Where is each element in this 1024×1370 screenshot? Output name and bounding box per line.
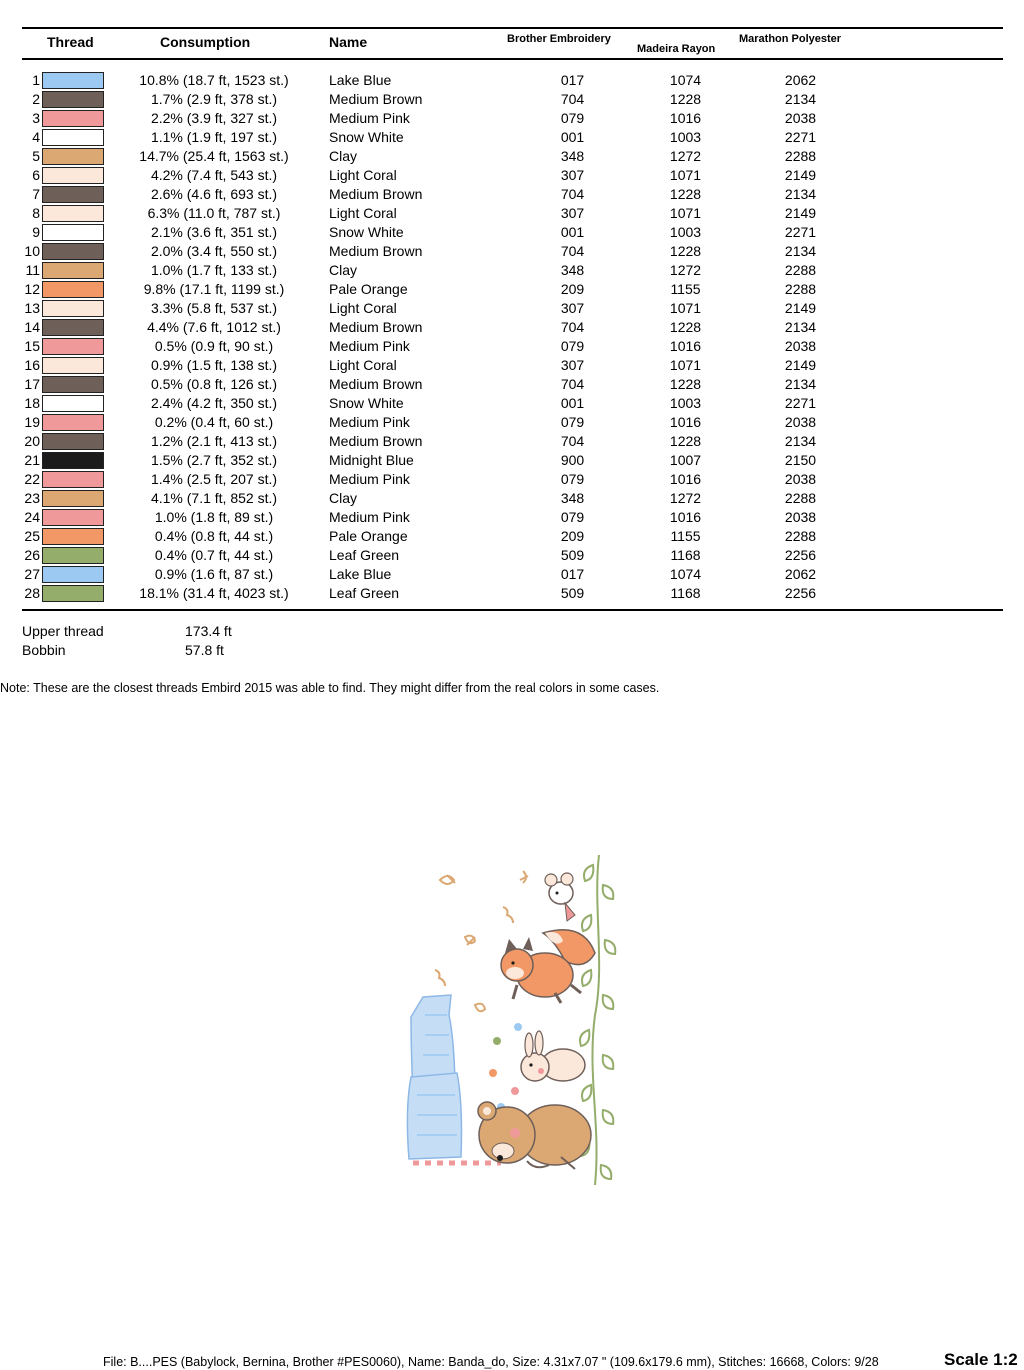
marathon-code: 2134 <box>784 433 817 449</box>
thread-note: Note: These are the closest threads Embird 2015 was able to find. They might differ from the real colors in some cases. <box>0 681 660 695</box>
thread-name: Medium Pink <box>329 338 410 354</box>
brother-code: 704 <box>560 91 585 107</box>
thread-index: 24 <box>24 509 40 525</box>
thread-row <box>0 318 1024 337</box>
thread-consumption: 1.7% (2.9 ft, 378 st.) <box>150 91 278 107</box>
color-swatch <box>42 91 104 108</box>
thread-consumption: 1.5% (2.7 ft, 352 st.) <box>150 452 278 468</box>
thread-consumption: 2.1% (3.6 ft, 351 st.) <box>150 224 278 240</box>
brother-code: 704 <box>560 433 585 449</box>
marathon-code: 2038 <box>784 471 817 487</box>
color-swatch <box>42 357 104 374</box>
thread-row <box>0 565 1024 584</box>
color-swatch <box>42 528 104 545</box>
brother-code: 704 <box>560 319 585 335</box>
upper-thread-value: 173.4 ft <box>185 623 232 639</box>
bobbin-label: Bobbin <box>22 642 66 658</box>
marathon-code: 2271 <box>784 224 817 240</box>
color-swatch <box>42 395 104 412</box>
marathon-code: 2288 <box>784 490 817 506</box>
header-marathon: Marathon Polyester <box>739 33 842 45</box>
thread-row <box>0 71 1024 90</box>
thread-row <box>0 166 1024 185</box>
brother-code: 704 <box>560 186 585 202</box>
thread-index: 4 <box>32 129 40 145</box>
thread-name: Clay <box>329 262 358 278</box>
madeira-code: 1228 <box>669 433 702 449</box>
thread-name: Medium Pink <box>329 414 410 430</box>
thread-row <box>0 394 1024 413</box>
thread-row <box>0 223 1024 242</box>
color-swatch <box>42 433 104 450</box>
thread-name: Light Coral <box>329 357 397 373</box>
thread-consumption: 1.4% (2.5 ft, 207 st.) <box>150 471 278 487</box>
thread-row <box>0 584 1024 603</box>
thread-name: Pale Orange <box>329 281 408 297</box>
thread-index: 11 <box>25 262 40 278</box>
madeira-code: 1071 <box>669 357 702 373</box>
color-swatch <box>42 338 104 355</box>
file-info-footer: File: B....PES (Babylock, Bernina, Brother #PES0060), Name: Banda_do, Size: 4.31x7.07 " (109.6x179.6 mm), Stitches: 16668, Colors: 9/28 <box>103 1355 879 1369</box>
marathon-code: 2134 <box>784 186 817 202</box>
thread-row <box>0 508 1024 527</box>
table-top-rule <box>22 27 1003 29</box>
thread-index: 14 <box>24 319 40 335</box>
madeira-code: 1228 <box>669 91 702 107</box>
brother-code: 079 <box>560 110 585 126</box>
brother-code: 307 <box>560 167 585 183</box>
madeira-code: 1074 <box>669 566 702 582</box>
madeira-code: 1016 <box>669 110 702 126</box>
thread-index: 1 <box>32 72 40 88</box>
thread-name: Pale Orange <box>329 528 408 544</box>
brother-code: 017 <box>560 72 585 88</box>
thread-row <box>0 527 1024 546</box>
header-consumption: Consumption <box>160 34 251 50</box>
brother-code: 704 <box>560 376 585 392</box>
brother-code: 307 <box>560 357 585 373</box>
color-swatch <box>42 110 104 127</box>
brother-code: 209 <box>560 281 585 297</box>
marathon-code: 2134 <box>784 376 817 392</box>
thread-name: Clay <box>329 148 358 164</box>
thread-name: Lake Blue <box>329 566 392 582</box>
thread-index: 21 <box>24 452 40 468</box>
marathon-code: 2150 <box>784 452 817 468</box>
thread-name: Leaf Green <box>329 547 400 563</box>
brother-code: 001 <box>560 395 585 411</box>
thread-index: 6 <box>32 167 40 183</box>
color-swatch <box>42 547 104 564</box>
thread-consumption: 0.4% (0.8 ft, 44 st.) <box>154 528 274 544</box>
thread-consumption: 2.4% (4.2 ft, 350 st.) <box>150 395 278 411</box>
thread-name: Snow White <box>329 129 404 145</box>
thread-consumption: 3.3% (5.8 ft, 537 st.) <box>150 300 278 316</box>
brother-code: 079 <box>560 471 585 487</box>
madeira-code: 1155 <box>670 281 701 297</box>
thread-row <box>0 546 1024 565</box>
thread-consumption: 2.6% (4.6 ft, 693 st.) <box>150 186 278 202</box>
thread-index: 18 <box>24 395 40 411</box>
marathon-code: 2288 <box>784 148 817 164</box>
marathon-code: 2256 <box>784 585 817 601</box>
color-swatch <box>42 566 104 583</box>
thread-name: Medium Brown <box>329 243 423 259</box>
madeira-code: 1272 <box>669 262 702 278</box>
thread-index: 12 <box>24 281 40 297</box>
fox <box>501 930 595 1003</box>
madeira-code: 1071 <box>669 205 702 221</box>
thread-index: 8 <box>32 205 40 221</box>
thread-consumption: 18.1% (31.4 ft, 4023 st.) <box>139 585 289 601</box>
color-swatch <box>42 186 104 203</box>
brother-code: 509 <box>560 547 585 563</box>
thread-row <box>0 413 1024 432</box>
thread-name: Light Coral <box>329 300 397 316</box>
thread-consumption: 0.2% (0.4 ft, 60 st.) <box>154 414 274 430</box>
thread-index: 22 <box>24 471 40 487</box>
color-swatch <box>42 167 104 184</box>
thread-row <box>0 147 1024 166</box>
color-swatch <box>42 452 104 469</box>
color-swatch <box>42 224 104 241</box>
marathon-code: 2149 <box>784 167 817 183</box>
marathon-code: 2062 <box>784 72 817 88</box>
thread-name: Light Coral <box>329 205 397 221</box>
color-swatch <box>42 72 104 89</box>
thread-index: 3 <box>32 110 40 126</box>
marathon-code: 2134 <box>784 243 817 259</box>
madeira-code: 1272 <box>669 148 702 164</box>
color-swatch <box>42 300 104 317</box>
color-swatch <box>42 414 104 431</box>
thread-consumption: 2.2% (3.9 ft, 327 st.) <box>150 110 278 126</box>
brother-code: 079 <box>560 338 585 354</box>
thread-name: Midnight Blue <box>329 452 414 468</box>
madeira-code: 1228 <box>669 243 702 259</box>
thread-index: 25 <box>24 528 40 544</box>
thread-consumption: 14.7% (25.4 ft, 1563 st.) <box>139 148 289 164</box>
marathon-code: 2149 <box>784 357 817 373</box>
thread-consumption: 1.0% (1.8 ft, 89 st.) <box>154 509 274 525</box>
thread-index: 9 <box>32 224 40 240</box>
thread-row <box>0 470 1024 489</box>
thread-consumption: 4.4% (7.6 ft, 1012 st.) <box>147 319 281 335</box>
marathon-code: 2038 <box>784 509 817 525</box>
thread-index: 13 <box>24 300 40 316</box>
brother-code: 348 <box>560 148 585 164</box>
brother-code: 209 <box>560 528 585 544</box>
thread-name: Medium Pink <box>329 509 410 525</box>
thread-row <box>0 356 1024 375</box>
thread-name: Lake Blue <box>329 72 392 88</box>
thread-consumption: 10.8% (18.7 ft, 1523 st.) <box>139 72 289 88</box>
madeira-code: 1074 <box>669 72 702 88</box>
thread-name: Light Coral <box>329 167 397 183</box>
madeira-code: 1016 <box>669 338 702 354</box>
thread-row <box>0 242 1024 261</box>
thread-index: 26 <box>24 547 40 563</box>
thread-row <box>0 451 1024 470</box>
mouse <box>545 873 575 921</box>
thread-consumption: 0.4% (0.7 ft, 44 st.) <box>154 547 274 563</box>
thread-row <box>0 489 1024 508</box>
brother-code: 307 <box>560 300 585 316</box>
color-swatch <box>42 490 104 507</box>
madeira-code: 1228 <box>669 376 702 392</box>
bobbin-value: 57.8 ft <box>185 642 224 658</box>
color-swatch <box>42 129 104 146</box>
color-swatch <box>42 585 104 602</box>
madeira-code: 1168 <box>670 585 701 601</box>
brother-code: 001 <box>560 129 585 145</box>
thread-name: Medium Brown <box>329 186 423 202</box>
thread-index: 16 <box>24 357 40 373</box>
thread-row <box>0 109 1024 128</box>
madeira-code: 1003 <box>669 224 702 240</box>
brother-code: 079 <box>560 509 585 525</box>
thread-name: Medium Pink <box>329 110 410 126</box>
marathon-code: 2288 <box>784 281 817 297</box>
color-swatch <box>42 243 104 260</box>
madeira-code: 1003 <box>669 129 702 145</box>
brother-code: 307 <box>560 205 585 221</box>
marathon-code: 2134 <box>784 91 817 107</box>
madeira-code: 1016 <box>669 509 702 525</box>
thread-name: Leaf Green <box>329 585 400 601</box>
thread-row <box>0 280 1024 299</box>
header-name: Name <box>329 34 368 50</box>
marathon-code: 2062 <box>784 566 817 582</box>
brother-code: 017 <box>560 566 585 582</box>
marathon-code: 2038 <box>784 338 817 354</box>
bear <box>478 1102 591 1169</box>
marathon-code: 2271 <box>784 395 817 411</box>
madeira-code: 1168 <box>670 547 701 563</box>
thread-consumption: 1.0% (1.7 ft, 133 st.) <box>150 262 278 278</box>
color-swatch <box>42 281 104 298</box>
color-swatch <box>42 376 104 393</box>
madeira-code: 1228 <box>669 319 702 335</box>
thread-consumption: 9.8% (17.1 ft, 1199 st.) <box>143 281 285 297</box>
madeira-code: 1071 <box>669 300 702 316</box>
embroidery-design-preview <box>395 845 625 1195</box>
thread-index: 7 <box>32 186 40 202</box>
thread-consumption: 2.0% (3.4 ft, 550 st.) <box>150 243 278 259</box>
thread-consumption: 0.5% (0.9 ft, 90 st.) <box>154 338 274 354</box>
brother-code: 900 <box>560 452 585 468</box>
thread-name: Medium Brown <box>329 91 423 107</box>
thread-consumption: 0.9% (1.5 ft, 138 st.) <box>150 357 278 373</box>
thread-consumption: 4.1% (7.1 ft, 852 st.) <box>150 490 278 506</box>
thread-consumption: 6.3% (11.0 ft, 787 st.) <box>147 205 281 221</box>
marathon-code: 2134 <box>784 319 817 335</box>
thread-index: 2 <box>32 91 40 107</box>
thread-row <box>0 432 1024 451</box>
thread-consumption: 1.2% (2.1 ft, 413 st.) <box>150 433 278 449</box>
madeira-code: 1155 <box>670 528 701 544</box>
header-madeira: Madeira Rayon <box>637 43 716 55</box>
thread-consumption: 1.1% (1.9 ft, 197 st.) <box>150 129 278 145</box>
scale-label: Scale 1:2 <box>944 1350 1018 1369</box>
marathon-code: 2038 <box>784 414 817 430</box>
thread-index: 17 <box>24 376 40 392</box>
madeira-code: 1071 <box>669 167 702 183</box>
thread-index: 5 <box>32 148 40 164</box>
table-bottom-rule <box>22 609 1003 611</box>
thread-consumption: 0.9% (1.6 ft, 87 st.) <box>154 566 274 582</box>
marathon-code: 2288 <box>784 528 817 544</box>
madeira-code: 1007 <box>669 452 702 468</box>
marathon-code: 2256 <box>784 547 817 563</box>
color-swatch <box>42 262 104 279</box>
marathon-code: 2149 <box>784 205 817 221</box>
thread-index: 23 <box>24 490 40 506</box>
madeira-code: 1016 <box>669 471 702 487</box>
thread-index: 15 <box>24 338 40 354</box>
thread-row <box>0 261 1024 280</box>
brother-code: 079 <box>560 414 585 430</box>
upper-thread-label: Upper thread <box>22 623 104 639</box>
thread-index: 19 <box>24 414 40 430</box>
thread-name: Clay <box>329 490 358 506</box>
thread-consumption: 4.2% (7.4 ft, 543 st.) <box>150 167 278 183</box>
thread-row <box>0 90 1024 109</box>
marathon-code: 2149 <box>784 300 817 316</box>
header-brother: Brother Embroidery <box>507 33 611 45</box>
thread-index: 10 <box>24 243 40 259</box>
bunny <box>521 1031 585 1081</box>
madeira-code: 1272 <box>669 490 702 506</box>
marathon-code: 2288 <box>784 262 817 278</box>
thread-row <box>0 185 1024 204</box>
thread-index: 27 <box>24 566 40 582</box>
brother-code: 509 <box>560 585 585 601</box>
brother-code: 348 <box>560 490 585 506</box>
madeira-code: 1228 <box>669 186 702 202</box>
brother-code: 348 <box>560 262 585 278</box>
thread-row <box>0 128 1024 147</box>
thread-row <box>0 375 1024 394</box>
marathon-code: 2271 <box>784 129 817 145</box>
thread-name: Snow White <box>329 395 404 411</box>
thread-name: Medium Brown <box>329 319 423 335</box>
brother-code: 704 <box>560 243 585 259</box>
thread-name: Medium Brown <box>329 433 423 449</box>
madeira-code: 1003 <box>669 395 702 411</box>
thread-name: Medium Brown <box>329 376 423 392</box>
header-thread: Thread <box>47 34 94 50</box>
color-swatch <box>42 148 104 165</box>
paper-scroll <box>407 995 461 1159</box>
brother-code: 001 <box>560 224 585 240</box>
thread-row <box>0 299 1024 318</box>
marathon-code: 2038 <box>784 110 817 126</box>
thread-name: Medium Pink <box>329 471 410 487</box>
thread-index: 28 <box>24 585 40 601</box>
thread-index: 20 <box>24 433 40 449</box>
color-swatch <box>42 509 104 526</box>
madeira-code: 1016 <box>669 414 702 430</box>
thread-name: Snow White <box>329 224 404 240</box>
color-swatch <box>42 205 104 222</box>
thread-row <box>0 337 1024 356</box>
colored-dots <box>489 1023 522 1111</box>
color-swatch <box>42 319 104 336</box>
thread-consumption: 0.5% (0.8 ft, 126 st.) <box>150 376 278 392</box>
color-swatch <box>42 471 104 488</box>
table-header-rule <box>22 58 1003 60</box>
thread-row <box>0 204 1024 223</box>
